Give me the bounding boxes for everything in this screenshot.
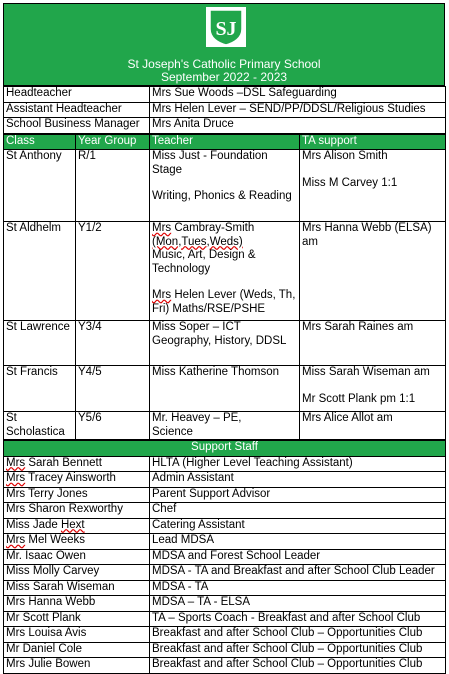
support-row xyxy=(4,534,446,550)
class-year: Y4/5 xyxy=(76,366,150,412)
name-cell: Mrs Sue Woods –DSL Safeguarding xyxy=(150,87,446,103)
support-row xyxy=(4,627,446,643)
role-cell: Headteacher xyxy=(4,87,150,103)
class-ta: Mrs Alison Smith Miss M Carvey 1:1 xyxy=(300,150,446,222)
staff-name: Miss Molly Carvey xyxy=(4,565,150,581)
staff-role: Breakfast and after School Club – Opportunities Club xyxy=(150,627,446,643)
header-teacher: Teacher xyxy=(150,134,300,150)
class-name: St Anthony xyxy=(4,150,76,222)
class-year: R/1 xyxy=(76,150,150,222)
staff-name: Mrs Hanna Webb xyxy=(4,596,150,612)
name-cell: Mrs Anita Druce xyxy=(150,118,446,134)
role-cell: School Business Manager xyxy=(4,118,150,134)
staff-role: MDSA – TA - ELSA xyxy=(150,596,446,612)
staff-name: Mrs Tracey Ainsworth xyxy=(4,472,150,488)
classes-header-row xyxy=(4,134,446,150)
school-name: St Joseph's Catholic Primary School xyxy=(127,57,321,71)
leadership-table xyxy=(3,86,446,134)
leadership-row xyxy=(4,118,446,134)
role-cell: Assistant Headteacher xyxy=(4,102,150,118)
class-name: St Aldhelm xyxy=(4,222,76,321)
school-crest-logo xyxy=(206,7,246,47)
support-row xyxy=(4,596,446,612)
staff-name: Miss Sarah Wiseman xyxy=(4,580,150,596)
class-teacher: Miss Katherine Thomson xyxy=(150,366,300,412)
staff-role: MDSA - TA and Breakfast and after School Club Leader xyxy=(150,565,446,581)
header-class: Class xyxy=(4,134,76,150)
staff-role: Parent Support Advisor xyxy=(150,487,446,503)
staff-name: Mrs Sharon Rexworthy xyxy=(4,503,150,519)
staff-name: Mrs Terry Jones xyxy=(4,487,150,503)
support-row xyxy=(4,503,446,519)
class-row-st-francis xyxy=(4,366,446,412)
support-row xyxy=(4,456,446,472)
class-ta: Mrs Alice Allot am xyxy=(300,412,446,440)
staff-name: Mrs Mel Weeks xyxy=(4,534,150,550)
support-row xyxy=(4,658,446,674)
staff-role: TA – Sports Coach - Breakfast and after School Club xyxy=(150,611,446,627)
leadership-row xyxy=(4,102,446,118)
class-teacher: Miss Soper – ICT Geography, History, DDSL xyxy=(150,321,300,366)
class-year: Y1/2 xyxy=(76,222,150,321)
staff-role: HLTA (Higher Level Teaching Assistant) xyxy=(150,456,446,472)
staff-role: MDSA and Forest School Leader xyxy=(150,549,446,565)
staff-role: Breakfast and after School Club – Opportunities Club xyxy=(150,658,446,674)
school-header xyxy=(3,3,445,86)
staff-role: Breakfast and after School Club – Opportunities Club xyxy=(150,642,446,658)
staff-name: Mr Daniel Cole xyxy=(4,642,150,658)
classes-table xyxy=(3,134,446,441)
staff-name: Mr. Isaac Owen xyxy=(4,549,150,565)
support-staff-table xyxy=(3,440,446,674)
staff-role: Chef xyxy=(150,503,446,519)
class-teacher: Miss Just - Foundation Stage Writing, Phonics & Reading xyxy=(150,150,300,222)
class-name: St Scholastica xyxy=(4,412,76,440)
class-teacher: Mr. Heavey – PE, Science xyxy=(150,412,300,440)
support-row xyxy=(4,580,446,596)
staff-role: Lead MDSA xyxy=(150,534,446,550)
support-row xyxy=(4,487,446,503)
class-name: St Francis xyxy=(4,366,76,412)
support-row xyxy=(4,518,446,534)
class-ta: Mrs Sarah Raines am xyxy=(300,321,446,366)
school-year: September 2022 - 2023 xyxy=(160,70,288,84)
staff-name: Mrs Sarah Bennett xyxy=(4,456,150,472)
leadership-row xyxy=(4,87,446,103)
support-row xyxy=(4,549,446,565)
svg-text:SJ: SJ xyxy=(215,18,237,40)
support-title: Support Staff xyxy=(4,441,446,457)
class-teacher: Mrs Cambray-Smith (Mon,Tues,Weds) Music, Art, Design & Technology Mrs Helen Lever (Weds, Th, Fri) Maths/RSE/PSHE xyxy=(150,222,300,321)
class-row-st-lawrence xyxy=(4,321,446,366)
staff-name: Mrs Julie Bowen xyxy=(4,658,150,674)
class-row-st-anthony xyxy=(4,150,446,222)
name-cell: Mrs Helen Lever – SEND/PP/DDSL/Religious Studies xyxy=(150,102,446,118)
header-year: Year Group xyxy=(76,134,150,150)
support-header-row xyxy=(4,441,446,457)
staff-document xyxy=(3,3,445,674)
staff-role: Admin Assistant xyxy=(150,472,446,488)
class-row-st-scholastica xyxy=(4,412,446,440)
class-row-st-aldhelm xyxy=(4,222,446,321)
support-row xyxy=(4,472,446,488)
staff-role: Catering Assistant xyxy=(150,518,446,534)
staff-role: MDSA - TA xyxy=(150,580,446,596)
staff-name: Mrs Louisa Avis xyxy=(4,627,150,643)
support-row xyxy=(4,611,446,627)
staff-name: Mr Scott Plank xyxy=(4,611,150,627)
class-year: Y3/4 xyxy=(76,321,150,366)
class-year: Y5/6 xyxy=(76,412,150,440)
staff-name: Miss Jade Hext xyxy=(4,518,150,534)
class-ta: Mrs Hanna Webb (ELSA) am xyxy=(300,222,446,321)
support-row xyxy=(4,565,446,581)
header-ta: TA support xyxy=(300,134,446,150)
class-name: St Lawrence xyxy=(4,321,76,366)
support-row xyxy=(4,642,446,658)
class-ta: Miss Sarah Wiseman am Mr Scott Plank pm 1:1 xyxy=(300,366,446,412)
